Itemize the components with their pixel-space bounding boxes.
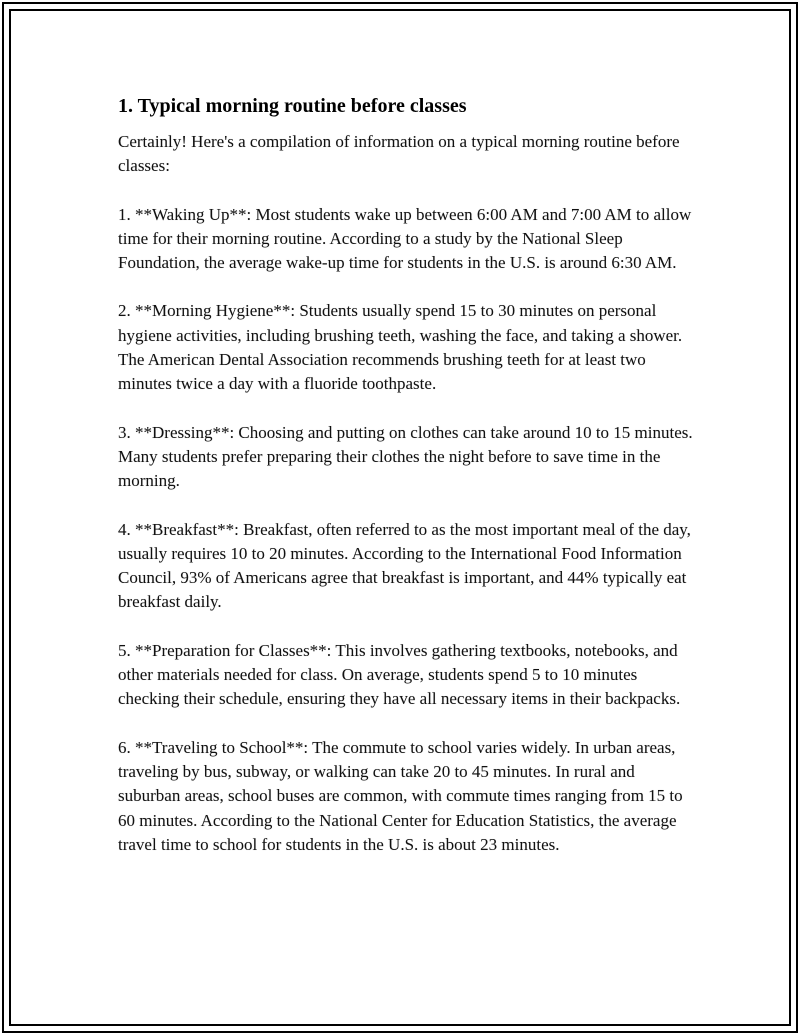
waking-up-paragraph: 1. **Waking Up**: Most students wake up between 6:00 AM and 7:00 AM to allow time for their morning routine. According to a study by the National Sleep Foundation, the average wake-up time for students in the U.S. is around 6:30 AM. (118, 204, 692, 273)
section-heading: 1. Typical morning routine before classes (118, 95, 467, 117)
traveling-paragraph: 6. **Traveling to School**: The commute to school varies widely. In urban areas, traveling by bus, subway, or walking can take 20 to 45 minutes. In rural and suburban areas, school buses are common, with commute times ranging from 15 to 60 minutes. According to the National Center for Education Statistics, the average travel time to school for students in the U.S. is about 23 minutes. (118, 737, 683, 854)
dressing-paragraph: 3. **Dressing**: Choosing and putting on clothes can take around 10 to 15 minutes. Many students prefer preparing their clothes the night before to save time in the morning. (118, 422, 693, 491)
breakfast-paragraph: 4. **Breakfast**: Breakfast, often referred to as the most important meal of the day, usually requires 10 to 20 minutes. According to the International Food Information Council, 93% of Americans agree that breakfast is important, and 44% typically eat breakfast daily. (118, 519, 691, 612)
preparation-paragraph: 5. **Preparation for Classes**: This involves gathering textbooks, notebooks, and other materials needed for class. On average, students spend 5 to 10 minutes checking their schedule, ensuring they have all necessary items in their backpacks. (118, 640, 681, 709)
intro-paragraph: Certainly! Here's a compilation of information on a typical morning routine before classes: (118, 132, 680, 176)
morning-hygiene-paragraph: 2. **Morning Hygiene**: Students usually spend 15 to 30 minutes on personal hygiene activities, including brushing teeth, washing the face, and taking a shower. The American Dental Association recommends brushing teeth for at least two minutes twice a day with a fluoride toothpaste. (118, 301, 683, 394)
document-body (118, 93, 700, 881)
